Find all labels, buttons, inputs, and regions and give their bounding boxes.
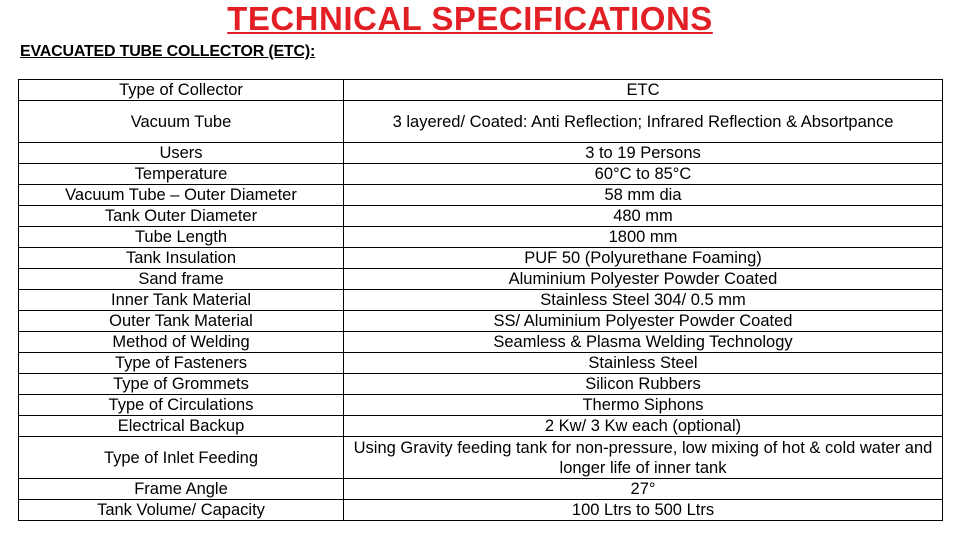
table-row (19, 185, 943, 206)
spec-label: Tank Outer Diameter (19, 206, 344, 227)
spec-label: Frame Angle (19, 479, 344, 500)
table-row (19, 353, 943, 374)
spec-value: Stainless Steel (344, 353, 943, 374)
table-row (19, 290, 943, 311)
table-row (19, 500, 943, 521)
table-row (19, 395, 943, 416)
table-row (19, 416, 943, 437)
table-row (19, 80, 943, 101)
spec-value: ETC (344, 80, 943, 101)
table-row (19, 164, 943, 185)
spec-value: Silicon Rubbers (344, 374, 943, 395)
spec-value: PUF 50 (Polyurethane Foaming) (344, 248, 943, 269)
table-row (19, 101, 943, 143)
section-heading: EVACUATED TUBE COLLECTOR (ETC): (20, 43, 316, 60)
table-row (19, 143, 943, 164)
spec-value: Using Gravity feeding tank for non-pressure, low mixing of hot & cold water and longer life of inner tank (344, 437, 943, 479)
spec-label: Type of Circulations (19, 395, 344, 416)
spec-value: 27° (344, 479, 943, 500)
spec-value: 480 mm (344, 206, 943, 227)
spec-label: Type of Fasteners (19, 353, 344, 374)
spec-value: 2 Kw/ 3 Kw each (optional) (344, 416, 943, 437)
spec-value: 3 layered/ Coated: Anti Reflection; Infrared Reflection & Absortpance (344, 101, 943, 143)
spec-value: 58 mm dia (344, 185, 943, 206)
spec-value: 1800 mm (344, 227, 943, 248)
spec-value: Seamless & Plasma Welding Technology (344, 332, 943, 353)
spec-value: 60°C to 85°C (344, 164, 943, 185)
spec-value: Thermo Siphons (344, 395, 943, 416)
spec-label: Temperature (19, 164, 344, 185)
table-row (19, 311, 943, 332)
page-title: TECHNICAL SPECIFICATIONS (227, 0, 713, 37)
table-row (19, 269, 943, 290)
spec-value: SS/ Aluminium Polyester Powder Coated (344, 311, 943, 332)
spec-value: 3 to 19 Persons (344, 143, 943, 164)
spec-value: Stainless Steel 304/ 0.5 mm (344, 290, 943, 311)
table-row (19, 206, 943, 227)
spec-label: Outer Tank Material (19, 311, 344, 332)
table-row (19, 479, 943, 500)
spec-label: Type of Collector (19, 80, 344, 101)
spec-value: 100 Ltrs to 500 Ltrs (344, 500, 943, 521)
spec-label: Users (19, 143, 344, 164)
spec-label: Vacuum Tube (19, 101, 344, 143)
spec-label: Inner Tank Material (19, 290, 344, 311)
spec-label: Tube Length (19, 227, 344, 248)
spec-label: Method of Welding (19, 332, 344, 353)
table-row (19, 437, 943, 479)
spec-label: Type of Inlet Feeding (19, 437, 344, 479)
spec-label: Vacuum Tube – Outer Diameter (19, 185, 344, 206)
specifications-table (18, 79, 943, 521)
spec-label: Electrical Backup (19, 416, 344, 437)
spec-label: Type of Grommets (19, 374, 344, 395)
table-row (19, 374, 943, 395)
table-row (19, 227, 943, 248)
table-row (19, 248, 943, 269)
table-row (19, 332, 943, 353)
spec-value: Aluminium Polyester Powder Coated (344, 269, 943, 290)
spec-label: Tank Volume/ Capacity (19, 500, 344, 521)
spec-label: Sand frame (19, 269, 344, 290)
spec-label: Tank Insulation (19, 248, 344, 269)
